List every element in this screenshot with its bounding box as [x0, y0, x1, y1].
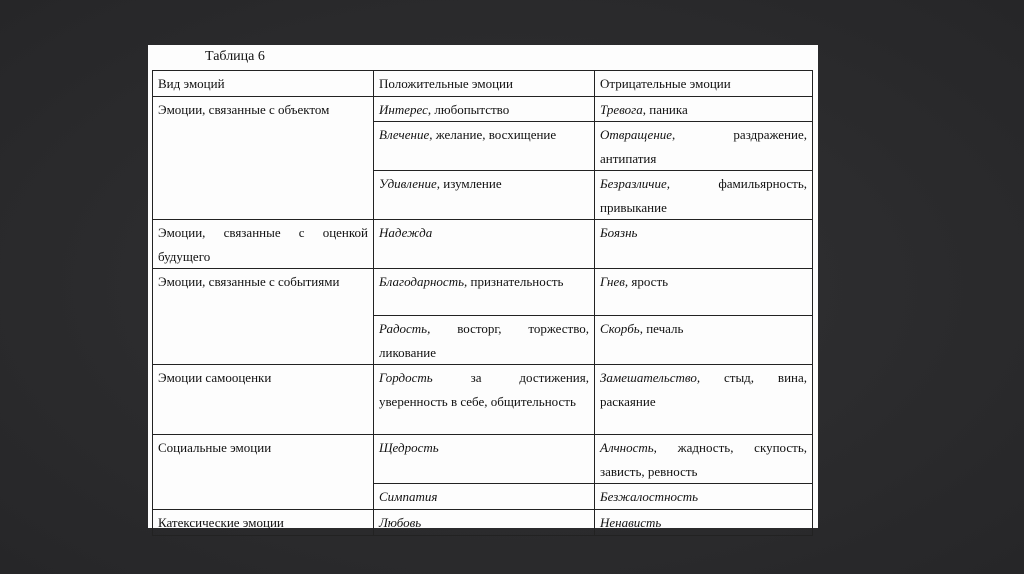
- emotion-primary: Влечение,: [379, 127, 433, 142]
- positive-emotion: [374, 269, 595, 316]
- emotion-primary: Боязнь: [600, 225, 638, 240]
- table-row: [153, 365, 813, 435]
- emotion-secondary: восторг, торжество, ликование: [379, 321, 589, 360]
- emotion-primary: Гордость: [379, 370, 433, 385]
- negative-emotion: [595, 269, 813, 316]
- negative-emotion: [595, 171, 813, 220]
- emotion-secondary: за достижения, уверенность в себе, общительность: [379, 370, 589, 409]
- emotion-primary: Ненависть: [600, 514, 662, 530]
- table-header-row: [153, 71, 813, 97]
- emotion-kind: Эмоции самооценки: [153, 365, 374, 435]
- emotion-secondary: ярость: [628, 274, 669, 289]
- positive-emotion: [374, 316, 595, 365]
- negative-emotion: [595, 484, 813, 510]
- emotion-secondary: признательность: [467, 274, 564, 289]
- emotion-primary: Удивление: [379, 176, 437, 191]
- positive-emotion: [374, 96, 595, 122]
- emotion-kind: Социальные эмоции: [153, 435, 374, 510]
- emotion-primary: Скорбь: [600, 321, 640, 336]
- positive-emotion: [374, 122, 595, 171]
- emotion-primary: Любовь: [379, 514, 422, 530]
- header-negative: Отрицательные эмоции: [595, 71, 813, 97]
- negative-emotion: [595, 122, 813, 171]
- table-image: [148, 45, 818, 528]
- negative-emotion: [595, 365, 813, 435]
- emotion-primary: Радость,: [379, 321, 431, 336]
- table-row: [153, 435, 813, 484]
- emotions-table: [152, 70, 813, 536]
- emotion-kind: Эмоции, связанные с оценкой будущего: [153, 220, 374, 269]
- emotion-primary: Надежда: [379, 225, 433, 240]
- emotion-primary: Безжалостность: [600, 489, 699, 504]
- emotion-secondary: фамильярность, привыкание: [600, 176, 807, 215]
- emotion-primary: Гнев,: [600, 274, 629, 289]
- negative-emotion: [595, 435, 813, 484]
- positive-emotion: [374, 435, 595, 484]
- table-row: [153, 509, 813, 535]
- emotion-secondary: жадность, скупость, зависть, ревность: [600, 440, 807, 479]
- header-positive: Положительные эмоции: [374, 71, 595, 97]
- emotion-kind: Эмоции, связанные с событиями: [153, 269, 374, 365]
- emotion-kind: Эмоции, связанные с объектом: [153, 96, 374, 220]
- emotion-primary: Интерес: [379, 101, 428, 117]
- emotion-primary: Тревога: [600, 101, 643, 117]
- emotion-secondary: , раздражение, антипатия: [600, 127, 807, 166]
- positive-emotion: [374, 365, 595, 435]
- emotion-primary: Безразличие,: [600, 176, 670, 191]
- emotion-primary: Алчность,: [600, 440, 657, 455]
- emotion-secondary: , печаль: [639, 321, 684, 336]
- emotion-primary: Симпатия: [379, 489, 438, 504]
- positive-emotion: [374, 484, 595, 510]
- positive-emotion: [374, 509, 595, 535]
- table-caption: Таблица 6: [205, 49, 265, 64]
- emotion-primary: Щедрость: [379, 440, 439, 455]
- emotion-primary: Замешательство,: [600, 370, 701, 385]
- table-row: [153, 269, 813, 316]
- emotion-secondary: , изумление: [436, 176, 502, 191]
- negative-emotion: [595, 509, 813, 535]
- emotion-secondary: желание, восхищение: [432, 127, 557, 142]
- table-row: [153, 96, 813, 122]
- negative-emotion: [595, 220, 813, 269]
- negative-emotion: [595, 96, 813, 122]
- emotion-secondary: стыд, вина, раскаяние: [600, 370, 807, 409]
- emotion-secondary: , любопытство: [427, 101, 510, 117]
- header-kind: Вид эмоций: [153, 71, 374, 97]
- emotion-kind: Катексические эмоции: [153, 509, 374, 535]
- table-row: [153, 220, 813, 269]
- emotion-primary: Благодарность,: [379, 274, 468, 289]
- positive-emotion: [374, 171, 595, 220]
- emotion-primary: Отвращение: [600, 127, 673, 142]
- positive-emotion: [374, 220, 595, 269]
- negative-emotion: [595, 316, 813, 365]
- emotion-secondary: , паника: [642, 101, 688, 117]
